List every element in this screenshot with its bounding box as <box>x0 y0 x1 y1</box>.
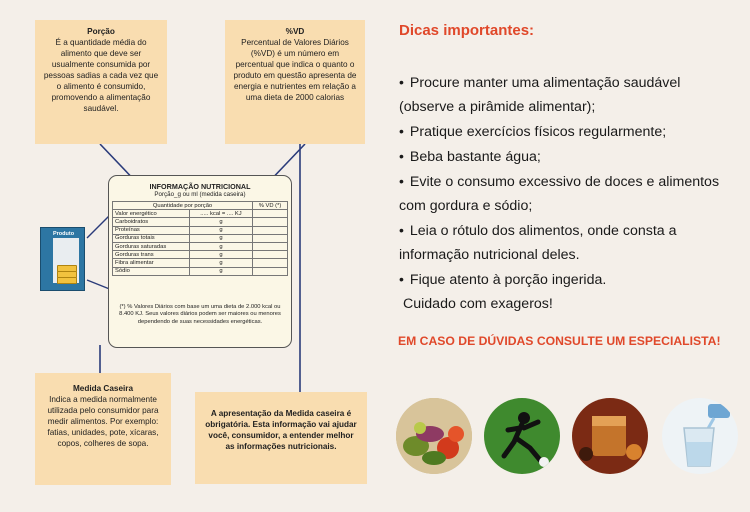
vd-box <box>225 20 365 144</box>
table-row <box>113 267 288 275</box>
tip-text: Fique atento à porção ingerida. <box>409 272 607 288</box>
row-vd <box>253 242 288 250</box>
sweets-icon <box>572 398 648 474</box>
bullet-icon: • <box>399 271 404 287</box>
cheese-slice-icon <box>57 277 77 284</box>
row-unit: g <box>190 267 253 275</box>
apresentacao-text: A apresentação da Medida caseira é obrigatória. Esta informação vai ajudar você, consumidor, a entender melhor as informações nutricionais. <box>205 409 357 451</box>
bullet-icon: • <box>399 123 404 139</box>
row-unit: g <box>190 226 253 234</box>
nutrition-label-subtitle: Porção_g ou ml (medida caseira) <box>154 191 246 198</box>
table-row <box>113 242 288 250</box>
row-name: Valor energético <box>113 210 190 218</box>
nutrition-label-title: INFORMAÇÃO NUTRICIONAL <box>149 182 251 191</box>
row-name: Gorduras totais <box>113 234 190 242</box>
row-name: Fibra alimentar <box>113 259 190 267</box>
product-package-icon <box>40 227 85 291</box>
product-label: Produto <box>53 231 75 237</box>
sweets-photo <box>572 398 648 474</box>
soccer-player-icon <box>484 398 560 474</box>
bullet-icon: • <box>399 222 404 238</box>
vd-text: Percentual de Valores Diários (%VD) é um número em percentual que indica o quanto o produto em questão apresenta de energia e nutrientes em relação a uma dieta de 2000 calorias <box>233 38 357 102</box>
row-vd <box>253 234 288 242</box>
row-name: Carboidratos <box>113 218 190 226</box>
row-name: Sódio <box>113 267 190 275</box>
row-vd <box>253 210 288 218</box>
row-unit: g <box>190 218 253 226</box>
list-item <box>399 267 739 292</box>
list-item <box>399 119 739 144</box>
porcao-box <box>35 20 167 144</box>
nutrition-label-note: (*) % Valores Diários com base um uma dieta de 2.000 kcal ou 8.400 KJ. Seus valores diários podem ser maiores ou menores dependendo de suas necessidades energéticas. <box>119 304 281 325</box>
row-unit: g <box>190 234 253 242</box>
row-name: Gorduras trans <box>113 251 190 259</box>
list-item <box>399 144 739 169</box>
alert-text: EM CASO DE DÚVIDAS CONSULTE UM ESPECIALISTA! <box>398 334 721 348</box>
vegetables-icon <box>396 398 472 474</box>
tip-text: Evite o consumo excessivo de doces e alimentos com gordura e sódio; <box>399 174 720 214</box>
bullet-icon: • <box>399 148 404 164</box>
table-row <box>113 251 288 259</box>
vegetables-photo <box>396 398 472 474</box>
row-unit: g <box>190 259 253 267</box>
row-unit: g <box>190 242 253 250</box>
list-item <box>399 70 739 119</box>
tip-text: Beba bastante água; <box>409 149 541 165</box>
tip-text: Procure manter uma alimentação saudável (observe a pirâmide alimentar); <box>399 75 681 115</box>
tips-list <box>399 70 739 316</box>
tip-text: Pratique exercícios físicos regularmente; <box>409 124 667 140</box>
table-row <box>113 226 288 234</box>
row-vd <box>253 226 288 234</box>
nutrition-table-header <box>113 202 288 210</box>
dicas-title: Dicas importantes: <box>399 22 535 39</box>
row-vd <box>253 218 288 226</box>
list-item <box>399 218 739 267</box>
apresentacao-box <box>195 392 367 484</box>
water-glass-icon <box>662 398 738 474</box>
tip-extra-text: Cuidado com exageros! <box>403 296 553 312</box>
row-vd <box>253 267 288 275</box>
table-row <box>113 210 288 218</box>
list-item <box>399 169 739 218</box>
table-row <box>113 259 288 267</box>
row-vd <box>253 251 288 259</box>
header-vd: % VD (*) <box>253 202 288 210</box>
list-item-extra <box>399 292 739 316</box>
nutrition-label <box>108 175 292 348</box>
medida-title: Medida Caseira <box>72 384 134 393</box>
row-name: Proteínas <box>113 226 190 234</box>
row-unit: g <box>190 251 253 259</box>
porcao-text: É a quantidade média do alimento que deve ser usualmente consumida por pessoas sadias a cada vez que o alimento é consumido, promovendo a alimentação saudável. <box>43 38 159 113</box>
medida-text: Indica a medida normalmente utilizada pelo consumidor para medir alimentos. Por exemplo: fatias, unidades, pote, xícaras, copos, colheres de sopa. <box>47 395 159 448</box>
table-row <box>113 218 288 226</box>
row-vd <box>253 259 288 267</box>
soccer-player-photo <box>484 398 560 474</box>
nutrition-table <box>112 201 288 276</box>
water-glass-photo <box>662 398 738 474</box>
bullet-icon: • <box>399 74 404 90</box>
medida-caseira-box <box>35 373 171 485</box>
porcao-title: Porção <box>87 27 115 36</box>
row-name: Gorduras saturadas <box>113 242 190 250</box>
header-quantidade: Quantidade por porção <box>113 202 253 210</box>
tip-text: Leia o rótulo dos alimentos, onde consta a informação nutricional deles. <box>399 223 677 263</box>
row-unit: ..... kcal = .... KJ <box>190 210 253 218</box>
bullet-icon: • <box>399 173 404 189</box>
vd-title: %VD <box>285 27 305 36</box>
table-row <box>113 234 288 242</box>
